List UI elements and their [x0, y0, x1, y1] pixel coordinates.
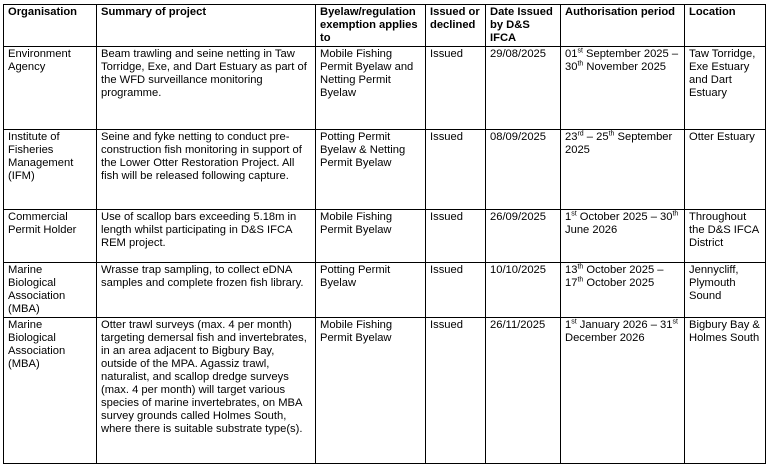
period-ordinal: st: [672, 318, 678, 326]
cell-byelaw: Mobile Fishing Permit Byelaw: [316, 210, 426, 263]
cell-period: [561, 47, 685, 130]
header-issued: Issued or declined: [426, 5, 486, 47]
period-part: September 2025: [565, 131, 673, 156]
period-part: December 2026: [565, 332, 645, 344]
cell-organisation: Environment Agency: [4, 47, 97, 130]
cell-location: Bigbury Bay & Holmes South: [685, 318, 766, 464]
cell-issued: Issued: [426, 318, 486, 464]
table-row: [4, 130, 766, 210]
cell-location: Taw Torridge, Exe Estuary and Dart Estuary: [685, 47, 766, 130]
period-ordinal: th: [577, 263, 584, 271]
header-row: [4, 5, 766, 47]
period-part: 13: [565, 264, 578, 276]
header-organisation: Organisation: [4, 5, 97, 47]
cell-organisation: Institute of Fisheries Management (IFM): [4, 130, 97, 210]
period-ordinal: st: [577, 47, 583, 55]
cell-date: 26/09/2025: [486, 210, 561, 263]
table-row: [4, 318, 766, 464]
cell-issued: Issued: [426, 263, 486, 318]
cell-organisation: Marine Biological Association (MBA): [4, 263, 97, 318]
cell-summary: Use of scallop bars exceeding 5.18m in length whilst participating in D&S IFCA REM project.: [97, 210, 316, 263]
table-row: [4, 210, 766, 263]
period-ordinal: rd: [577, 130, 584, 138]
exemptions-table: [3, 4, 766, 464]
header-location: Location: [685, 5, 766, 47]
header-period: Authorisation period: [561, 5, 685, 47]
cell-byelaw: Potting Permit Byelaw: [316, 263, 426, 318]
cell-date: 29/08/2025: [486, 47, 561, 130]
table-row: [4, 47, 766, 130]
cell-byelaw: Mobile Fishing Permit Byelaw and Netting Permit Byelaw: [316, 47, 426, 130]
period-ordinal: th: [577, 276, 584, 284]
cell-organisation: Marine Biological Association (MBA): [4, 318, 97, 464]
cell-period: [561, 130, 685, 210]
period-part: October 2025 – 30: [576, 211, 673, 223]
cell-organisation: Commercial Permit Holder: [4, 210, 97, 263]
period-part: 23: [565, 131, 578, 143]
cell-date: 10/10/2025: [486, 263, 561, 318]
period-part: 01: [565, 48, 578, 60]
cell-byelaw: Mobile Fishing Permit Byelaw: [316, 318, 426, 464]
header-byelaw: Byelaw/regulation exemption applies to: [316, 5, 426, 47]
cell-summary: Beam trawling and seine netting in Taw Torridge, Exe, and Dart Estuary as part of the WFD surveillance monitoring programme.: [97, 47, 316, 130]
cell-location: Otter Estuary: [685, 130, 766, 210]
period-part: October 2025: [583, 277, 655, 289]
period-part: 1: [565, 211, 572, 223]
cell-date: 26/11/2025: [486, 318, 561, 464]
cell-summary: Otter trawl surveys (max. 4 per month) targeting demersal fish and invertebrates, in an area adjacent to Bigbury Bay, outside of the MPA. Agassiz trawl, naturalist, and scallop dredge surveys (max. 4 per month) will target various species of marine invertebrates, on MBA survey grounds called Holmes South, where there is suitable substrate type(s).: [97, 318, 316, 464]
period-ordinal: th: [577, 60, 584, 68]
period-part: – 25: [583, 131, 609, 143]
period-part: October 2025 – 17: [565, 264, 664, 289]
period-ordinal: st: [571, 318, 577, 326]
cell-period: [561, 318, 685, 464]
cell-date: 08/09/2025: [486, 130, 561, 210]
cell-summary: Wrasse trap sampling, to collect eDNA samples and complete frozen fish library.: [97, 263, 316, 318]
period-ordinal: th: [608, 130, 615, 138]
cell-issued: Issued: [426, 210, 486, 263]
period-part: June 2026: [565, 224, 618, 236]
cell-summary: Seine and fyke netting to conduct pre-construction fish monitoring in support of the Lower Otter Restoration Project. All fish will be released following capture.: [97, 130, 316, 210]
period-part: January 2026 – 31: [576, 319, 673, 331]
period-part: 1: [565, 319, 572, 331]
cell-issued: Issued: [426, 130, 486, 210]
cell-issued: Issued: [426, 47, 486, 130]
cell-location: Throughout the D&S IFCA District: [685, 210, 766, 263]
period-ordinal: th: [672, 210, 679, 218]
table-row: [4, 263, 766, 318]
period-part: September 2025 – 30: [565, 48, 679, 73]
header-summary: Summary of project: [97, 5, 316, 47]
cell-byelaw: Potting Permit Byelaw & Netting Permit Byelaw: [316, 130, 426, 210]
cell-period: [561, 210, 685, 263]
cell-period: [561, 263, 685, 318]
period-ordinal: st: [571, 210, 577, 218]
cell-location: Jennycliff, Plymouth Sound: [685, 263, 766, 318]
period-part: November 2025: [583, 61, 667, 73]
header-date: Date Issued by D&S IFCA: [486, 5, 561, 47]
